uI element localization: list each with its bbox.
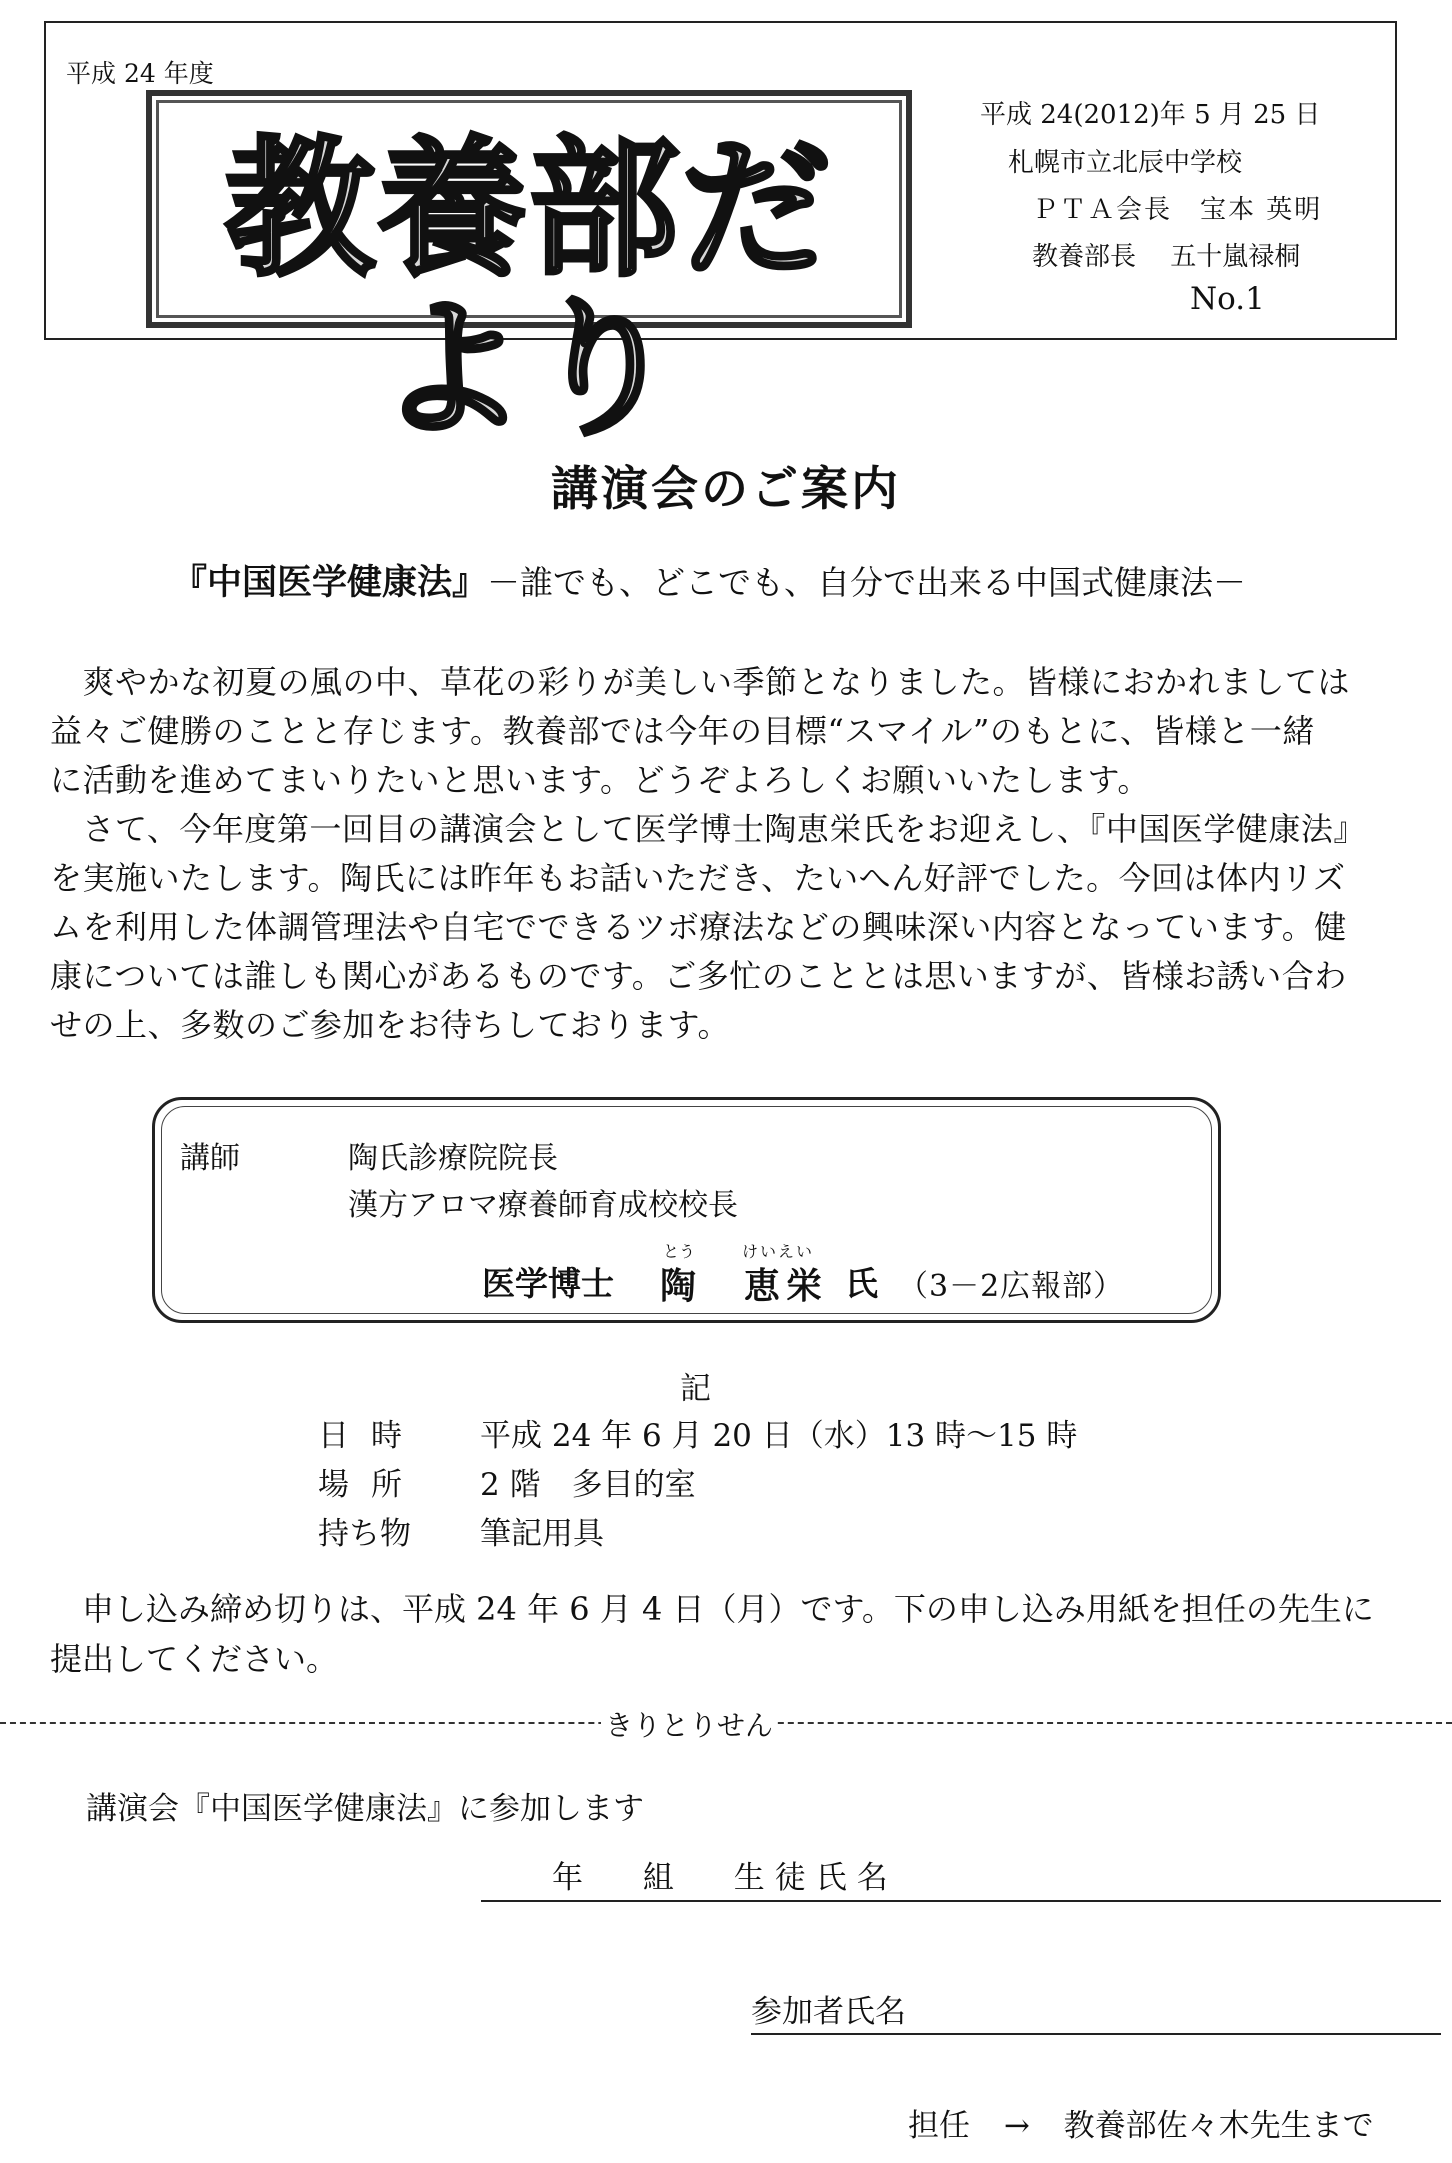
datetime-label: 日時 bbox=[318, 1418, 424, 1454]
issue-number: No.1 bbox=[1190, 281, 1265, 317]
issue-date: 平成 24(2012)年 5 月 25 日 bbox=[980, 100, 1321, 130]
page-title: 講演会のご案内 bbox=[551, 462, 901, 517]
dept-head: 教養部長 五十嵐禄桐 bbox=[1032, 242, 1301, 272]
paragraph-line: に活動を進めてまいりたいと思います。どうぞよろしくお願いいたします。 bbox=[50, 761, 1150, 799]
newsletter-title-box bbox=[146, 90, 912, 457]
subtitle bbox=[172, 555, 1246, 605]
school-name: 札幌市立北辰中学校 bbox=[1008, 148, 1243, 178]
tagline: －誰でも、どこでも、自分で出来る中国式健康法－ bbox=[487, 563, 1247, 602]
paragraph-line: 爽やかな初夏の風の中、草花の彩りが美しい季節となりました。皆様におかれましては bbox=[50, 663, 1351, 701]
speaker-ruby-given: けいえい bbox=[742, 1242, 815, 1261]
fiscal-year: 平成 24 年度 bbox=[66, 59, 214, 88]
cut-label: きりとりせん bbox=[601, 1704, 777, 1744]
details-heading: 記 bbox=[680, 1371, 711, 1407]
participant-name-field[interactable] bbox=[751, 2033, 1441, 2035]
speaker-honorific: 氏 bbox=[845, 1264, 878, 1303]
lecture-paragraph bbox=[50, 805, 1395, 1050]
participant-name-label: 参加者氏名 bbox=[751, 1994, 906, 2030]
student-name-field[interactable] bbox=[481, 1900, 1441, 1902]
deadline-text: 申し込み締め切りは、平成 24 年 6 月 4 日（月）です。下の申し込み用紙を担任の先生に提出してください。 bbox=[50, 1590, 1374, 1678]
paragraph-line: ムを利用した体調管理法や自宅でできるツボ療法などの興味深い内容となっています。健 bbox=[50, 908, 1347, 946]
items-value: 筆記用具 bbox=[480, 1516, 604, 1552]
lecture-name: 『中国医学健康法』 bbox=[172, 562, 488, 603]
speaker-name: 陶 恵栄 bbox=[660, 1265, 829, 1307]
paragraph-line: 益々ご健勝のことと存じます。教養部では今年の目標“スマイル”のもとに、皆様と一緒 bbox=[50, 712, 1315, 750]
place-value: 2 階 多目的室 bbox=[480, 1467, 696, 1503]
join-statement: 講演会『中国医学健康法』に参加します bbox=[86, 1791, 644, 1827]
speaker-degree: 医学博士 bbox=[482, 1264, 614, 1303]
paragraph-line: せの上、多数のご参加をお待ちしております。 bbox=[50, 1006, 730, 1044]
paragraph-line: さて、今年度第一回目の講演会として医学博士陶恵栄氏をお迎えし、『中国医学健康法』 bbox=[50, 810, 1366, 848]
speaker-label: 講師 bbox=[180, 1141, 240, 1176]
speaker-affiliation: 漢方アロマ療養師育成校校長 bbox=[348, 1188, 738, 1223]
datetime-value: 平成 24 年 6 月 20 日（水）13 時～15 時 bbox=[480, 1418, 1078, 1454]
place-label: 場所 bbox=[318, 1467, 424, 1503]
paragraph-line: 康については誰しも関心があるものです。ご多忙のこととは思いますが、皆様お誘い合わ bbox=[50, 957, 1347, 995]
paragraph-line: を実施いたします。陶氏には昨年もお話いただき、たいへん好評でした。今回は体内リズ bbox=[50, 859, 1346, 897]
pta-chair: ＰＴＡ会長 宝本 英明 bbox=[1032, 195, 1323, 225]
student-name-label: 年 組 生徒氏名 bbox=[552, 1860, 898, 1896]
greeting-paragraph bbox=[50, 658, 1395, 805]
speaker-affiliation: 陶氏診療院院長 bbox=[348, 1141, 558, 1176]
submit-instruction: 担任 → 教養部佐々木先生まで bbox=[908, 2108, 1374, 2144]
speaker-ruby-family: とう bbox=[663, 1242, 696, 1261]
speaker-note: （3－2広報部） bbox=[898, 1269, 1125, 1304]
items-label: 持ち物 bbox=[318, 1516, 411, 1552]
newsletter-title: 教養部だより bbox=[224, 123, 833, 457]
